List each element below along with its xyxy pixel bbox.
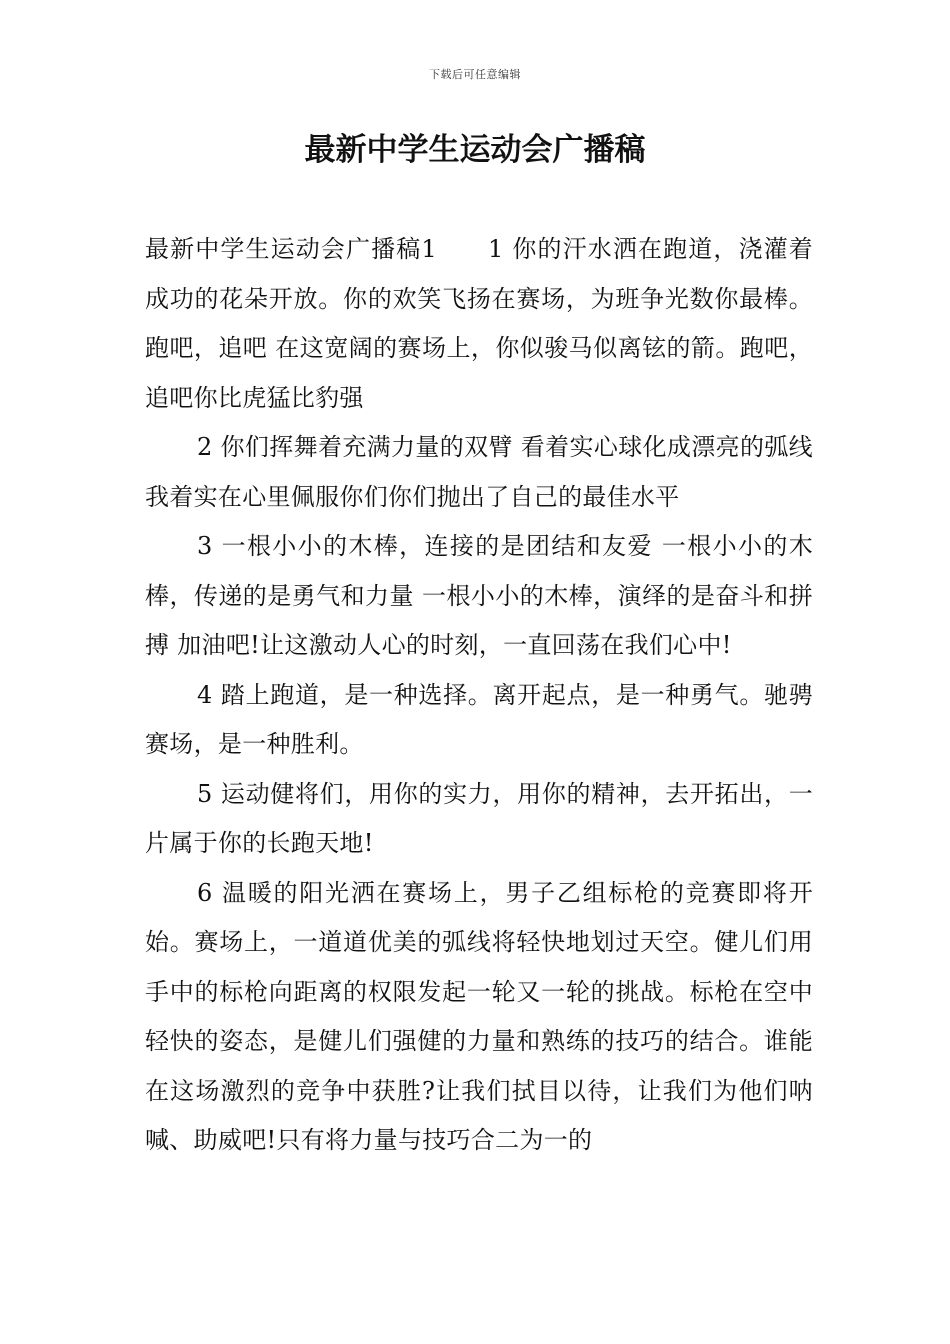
paragraph-3: 3 一根小小的木棒，连接的是团结和友爱 一根小小的木棒，传递的是勇气和力量 一根小小的木棒，演绎的是奋斗和拼搏 加油吧!让这激动人心的时刻，一直回荡在我们心中! xyxy=(145,532,813,659)
paragraph-1: 最新中学生运动会广播稿1 1 你的汗水洒在跑道，浇灌着成功的花朵开放。你的欢笑飞扬在赛场，为班争光数你最棒。跑吧，追吧 在这宽阔的赛场上，你似骏马似离铉的箭。跑吧，追吧你比虎猛比豹强 xyxy=(145,235,813,412)
paragraph-6: 6 温暖的阳光洒在赛场上，男子乙组标枪的竞赛即将开始。赛场上，一道道优美的弧线将轻快地划过天空。健儿们用手中的标枪向距离的权限发起一轮又一轮的挑战。标枪在空中轻快的姿态，是健儿们强健的力量和熟练的技巧的结合。谁能在这场激烈的竞争中获胜?让我们拭目以待，让我们为他们呐喊、助威吧!只有将力量与技巧合二为一的 xyxy=(145,878,813,1154)
paragraph-4: 4 踏上跑道，是一种选择。离开起点，是一种勇气。驰骋赛场，是一种胜利。 xyxy=(145,680,813,758)
document-body xyxy=(145,225,813,1166)
paragraph-2: 2 你们挥舞着充满力量的双臂 看着实心球化成漂亮的弧线 我着实在心里佩服你们你们抛出了自己的最佳水平 xyxy=(145,433,813,511)
paragraph-5: 5 运动健将们，用你的实力，用你的精神，去开拓出，一片属于你的长跑天地! xyxy=(145,779,813,857)
header-note: 下载后可任意编辑 xyxy=(429,68,521,81)
document-title: 最新中学生运动会广播稿 xyxy=(304,132,646,168)
